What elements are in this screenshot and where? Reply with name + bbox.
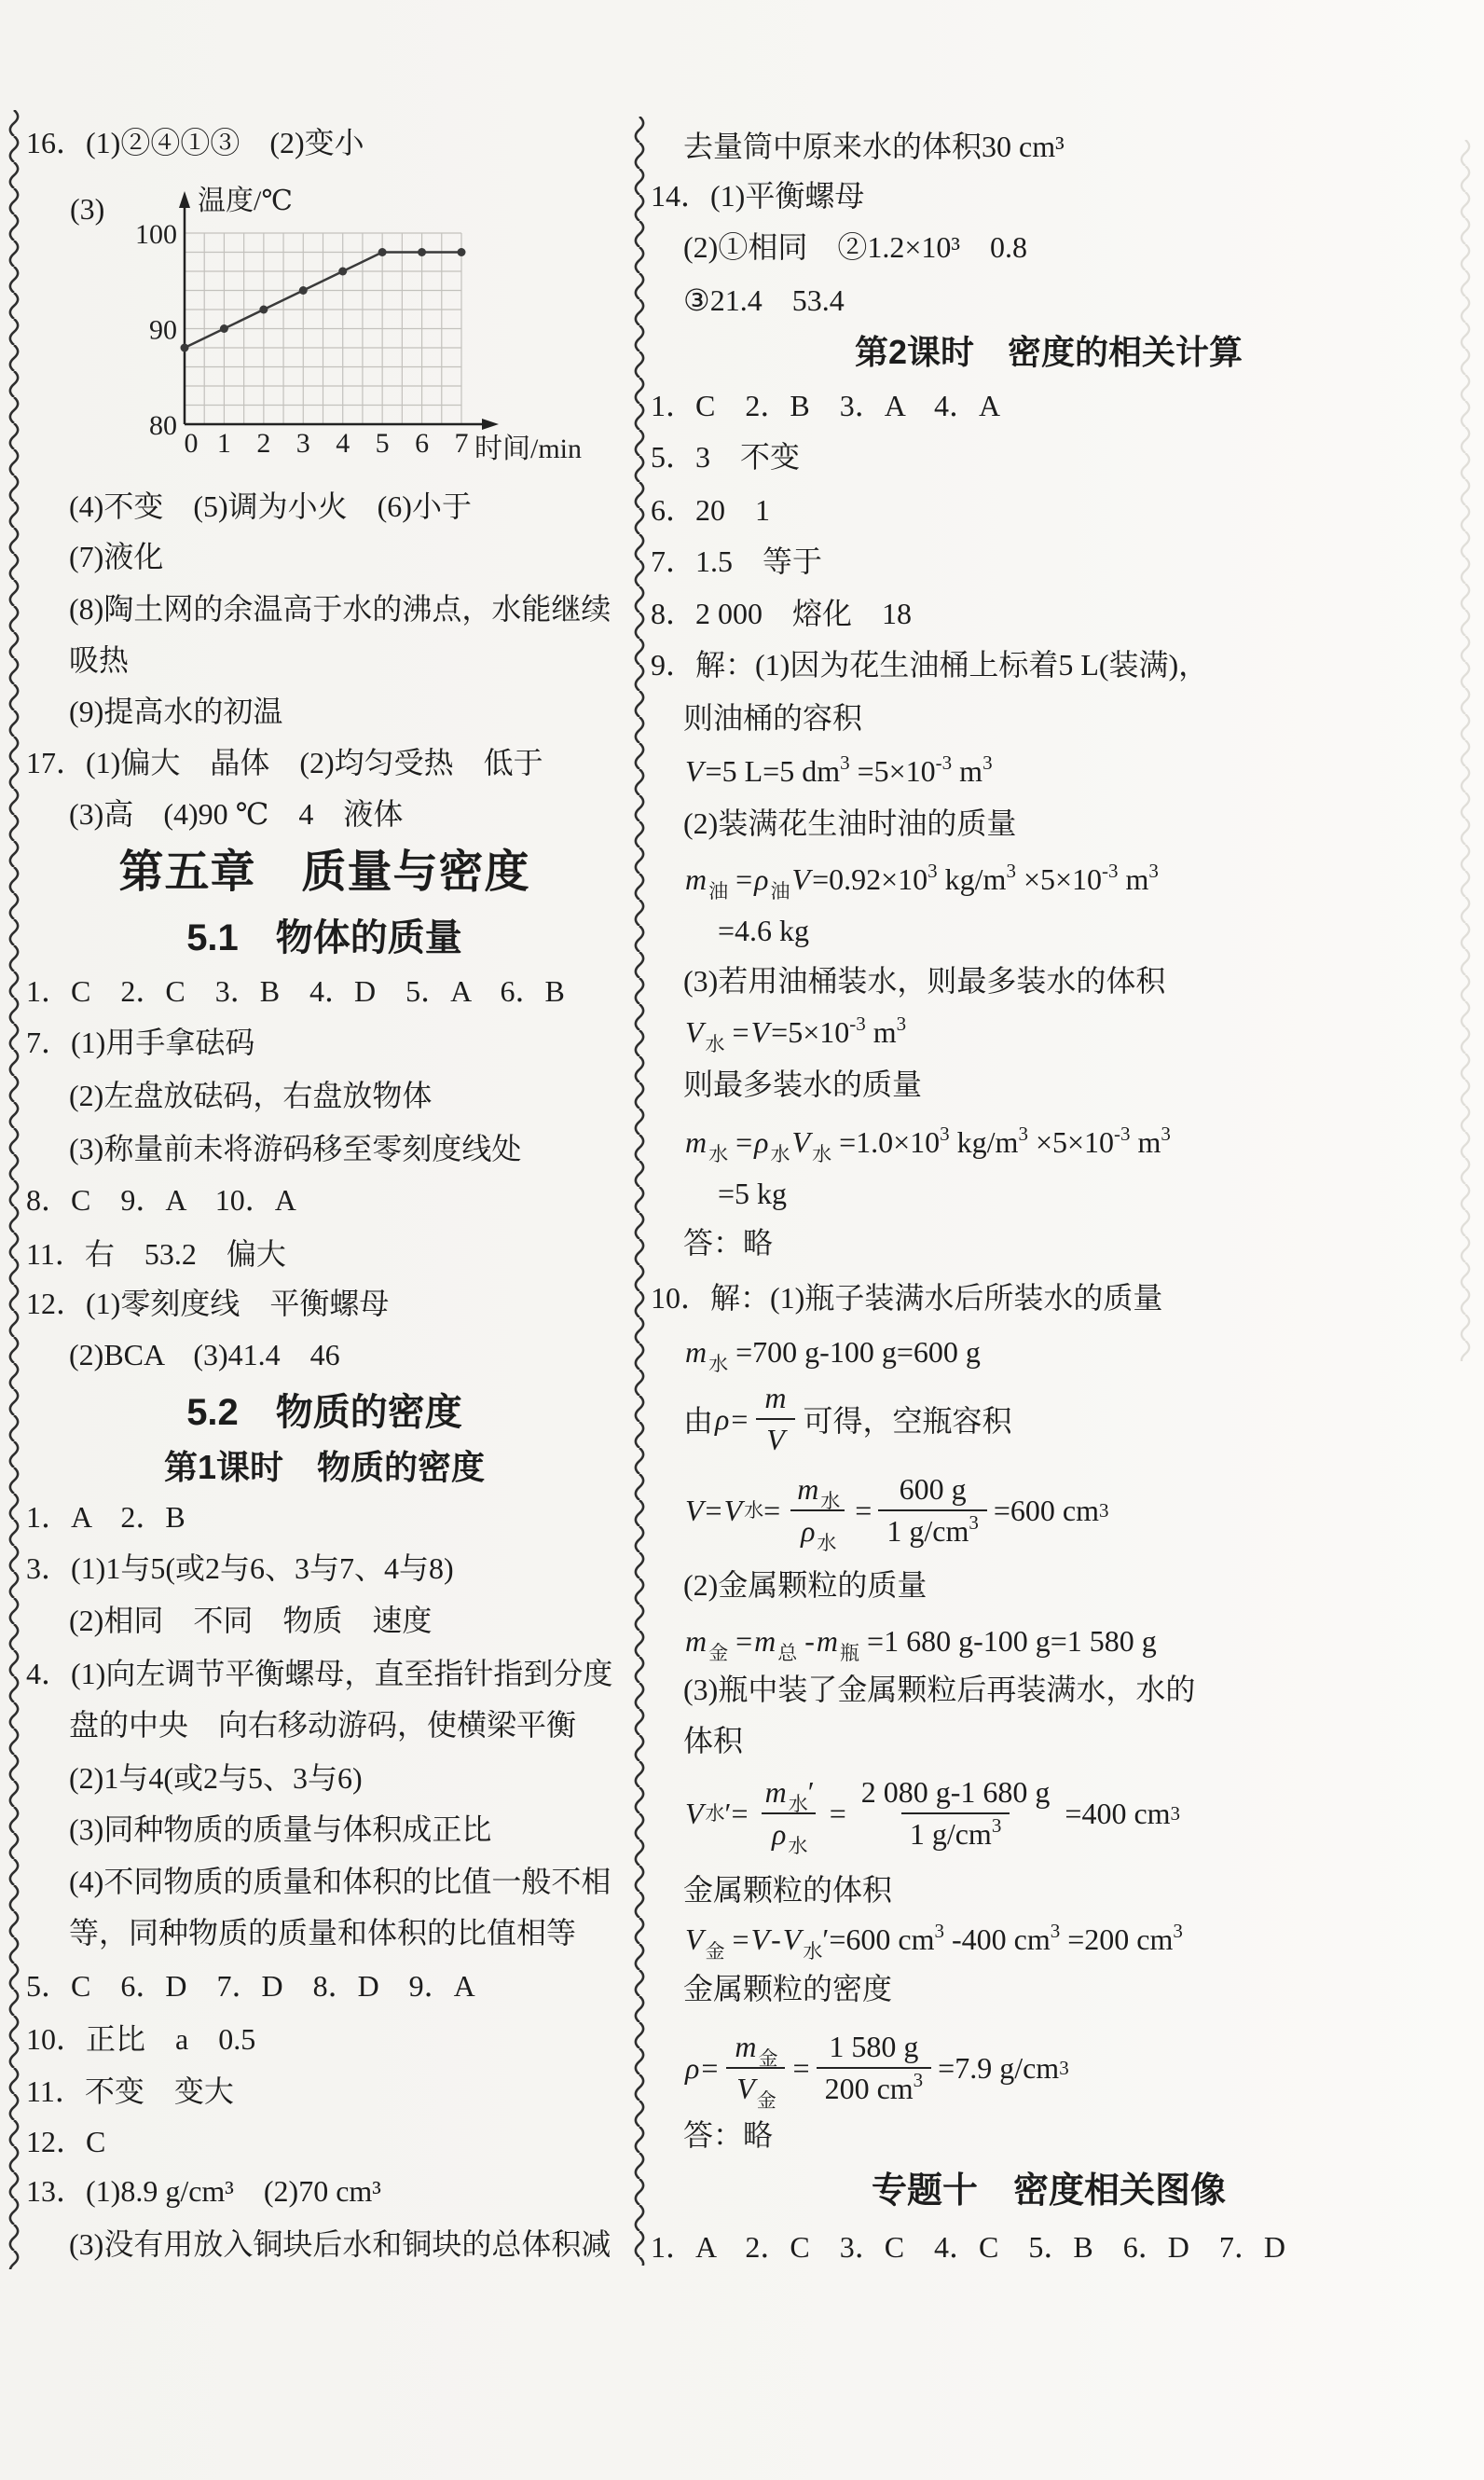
answer-line: 则油桶的容积 <box>683 701 863 735</box>
answer-line-7: 7．(1)用手拿砝码 <box>26 1026 255 1059</box>
answer-line: 金属颗粒的体积 <box>683 1873 893 1907</box>
answer-line: (4)不变 (5)调为小火 (6)小于 <box>69 489 472 523</box>
answer-line-4: 4．(1)向左调节平衡螺母，直至指针指到分度 <box>26 1657 613 1690</box>
svg-text:0: 0 <box>184 428 199 459</box>
answer-line: (2)①相同 ②1.2×10³ 0.8 <box>683 230 1027 264</box>
answer-line: (2)金属颗粒的质量 <box>683 1568 928 1602</box>
answer-line: (2)1与4(或2与5、3与6) <box>69 1761 363 1795</box>
answer-line: ③21.4 53.4 <box>683 283 845 317</box>
svg-text:温度/℃: 温度/℃ <box>198 186 293 216</box>
formula-line: 由 ρ = $\frac{m}{V}$ 可得，空瓶容积 <box>683 1381 1012 1456</box>
formula-line: ρ = $\frac{m_金}{V_金}$ = $\frac{1 580 g}{200 cm^3}$ =7.9 g/cm 3 <box>685 2030 1069 2112</box>
chapter5-heading: 第五章 质量与密度 <box>118 847 530 897</box>
answer-line: 1．C 2．B 3．A 4．A <box>651 389 1001 422</box>
answer-line: 1．C 2．C 3．B 4．D 5．A 6．B <box>26 974 565 1008</box>
answer-line: 去量筒中原来水的体积30 cm³ <box>683 130 1065 163</box>
answer-line: 7．1.5 等于 <box>651 544 823 578</box>
formula-line: $m_金 =m_总$ $-m_瓶 =1$ 680 g-100 g=1 580 g <box>685 1624 1157 1664</box>
answer-line: 8．2 000 熔化 18 <box>651 597 913 630</box>
left-wavy-border <box>2 110 26 2269</box>
answer-line: (2)左盘放砝码，右盘放物体 <box>69 1079 433 1112</box>
svg-text:7: 7 <box>454 428 469 459</box>
answer-line: (7)液化 <box>69 540 164 573</box>
answer-line: 答：略 <box>683 2118 774 2152</box>
answer-line: (3)高 (4)90 ℃ 4 液体 <box>69 797 404 831</box>
svg-text:1: 1 <box>216 428 231 459</box>
answer-line: (9)提高水的初温 <box>69 695 283 728</box>
svg-text:80: 80 <box>149 410 177 441</box>
lesson2-heading: 第2课时 密度的相关计算 <box>854 333 1244 371</box>
answer-line: 答：略 <box>683 1226 774 1260</box>
column-divider-wavy <box>627 117 652 2266</box>
svg-text:100: 100 <box>135 219 177 250</box>
answer-line: (3)称量前未将游码移至零刻度线处 <box>69 1132 522 1165</box>
svg-text:5: 5 <box>375 428 390 459</box>
answer-line: 6．20 1 <box>651 493 771 527</box>
formula-line: $m_水 =700$ g-100 g=600 g <box>685 1335 981 1375</box>
temperature-time-chart <box>131 180 615 474</box>
answer-line: (8)陶土网的余温高于水的沸点，水能继续 <box>69 592 611 626</box>
answer-line-11: 11．右 53.2 偏大 <box>26 1237 286 1271</box>
formula-line: =4.6 kg <box>718 914 810 947</box>
formula-line: V 水 ′= $\frac{m_水'}{\rho_水}$ = $\frac{2 080 g-1 680 g}{1 g/cm^3}$ =400 cm 3 <box>685 1775 1181 1857</box>
formula-line: V=5 L=5 $dm^3 =5\times 10^{-3}$ $m^3$ <box>685 751 993 788</box>
svg-text:时间/min: 时间/min <box>474 434 583 464</box>
answer-line-14: 14．(1)平衡螺母 <box>651 179 865 213</box>
answer-line-10: 10．正比 a 0.5 <box>26 2022 256 2056</box>
answer-line-12: 12．(1)零刻度线 平衡螺母 <box>26 1287 390 1320</box>
svg-text:90: 90 <box>149 314 177 346</box>
answer-line: (2)BCA (3)41.4 46 <box>69 1338 340 1371</box>
answer-line: 体积 <box>683 1724 744 1757</box>
answer-line-17: 17．(1)偏大 晶体 (2)均匀受热 低于 <box>26 746 543 779</box>
answer-line: 5．3 不变 <box>651 440 801 474</box>
section-5-1-heading: 5.1 物体的质量 <box>186 917 462 958</box>
answer-line: (3)同种物质的质量与体积成正比 <box>69 1812 492 1846</box>
answer-line: 8．C 9．A 10．A <box>26 1183 296 1217</box>
answer-line: 金属颗粒的密度 <box>683 1972 893 2005</box>
answer-line-3: 3．(1)1与5(或2与6、3与7、4与8) <box>26 1551 454 1585</box>
formula-line: =5 kg <box>718 1177 788 1210</box>
right-wavy-border <box>1453 140 1477 1361</box>
answer-line: (3)没有用放入铜块后水和铜块的总体积减 <box>69 2227 611 2261</box>
topic10-heading: 专题十 密度相关图像 <box>871 2171 1226 2211</box>
formula-line: $V_金 =V-V_水'=600$ $cm^3$ -400 $cm^3 =200$ $cm^3$ <box>685 1920 1183 1963</box>
svg-text:4: 4 <box>336 428 350 459</box>
answer-line: (2)装满花生油时油的质量 <box>683 806 1017 840</box>
answer-line: 盘的中央 向右移动游码，使横梁平衡 <box>69 1708 577 1742</box>
chart-item-label: (3) <box>70 192 105 226</box>
answer-line-9: 9．解：(1)因为花生油桶上标着5 L(装满)， <box>651 648 1209 682</box>
answer-line: 5．C 6．D 7．D 8．D 9．A <box>26 1969 475 2003</box>
formula-line: $m_水 =\rho_水V_水 =1.0\times 10^3$ $kg/m^3 \times 5\times 10^{-3}$ $m^3$ <box>685 1123 1171 1165</box>
answer-line: 则最多装水的质量 <box>683 1068 923 1101</box>
answer-line: 吸热 <box>69 643 130 677</box>
answer-line-11b: 11．不变 变大 <box>26 2074 234 2108</box>
answer-line: 1．A 2．B <box>26 1500 186 1534</box>
formula-line: $m_油 =\rho_油V=0.92\times 10^3$ $kg/m^3 \times 5\times 10^{-3}$ $m^3$ <box>685 860 1159 902</box>
svg-text:6: 6 <box>415 428 430 459</box>
answer-line-16: 16．(1)②④①③ (2)变小 <box>26 126 364 159</box>
answer-line: 等，同种物质的质量和体积的比值相等 <box>69 1916 577 1950</box>
svg-text:2: 2 <box>256 428 271 459</box>
answer-line: (4)不同物质的质量和体积的比值一般不相 <box>69 1865 611 1898</box>
answer-line-12b: 12．C <box>26 2125 106 2158</box>
answer-line-13: 13．(1)8.9 g/cm³ (2)70 cm³ <box>26 2174 381 2208</box>
answer-line: (3)若用油桶装水，则最多装水的体积 <box>683 964 1166 998</box>
answer-line: (3)瓶中装了金属颗粒后再装满水，水的 <box>683 1673 1196 1706</box>
formula-line: $V_水 =V=5\times 10^{-3}$ $m^3$ <box>685 1013 907 1055</box>
section-5-2-heading: 5.2 物质的密度 <box>186 1392 462 1433</box>
answer-line: 1．A 2．C 3．C 4．C 5．B 6．D 7．D <box>651 2230 1285 2264</box>
lesson1-heading: 第1课时 物质的密度 <box>163 1448 486 1486</box>
formula-line: V = V 水 = $\frac{m_水}{\rho_水}$ = $\frac{600 g}{1 g/cm^3}$ =600 cm 3 <box>685 1472 1109 1554</box>
answer-line-10r: 10．解：(1)瓶子装满水后所装水的质量 <box>651 1281 1163 1315</box>
answer-line: (2)相同 不同 物质 速度 <box>69 1604 433 1637</box>
svg-text:3: 3 <box>295 428 310 459</box>
